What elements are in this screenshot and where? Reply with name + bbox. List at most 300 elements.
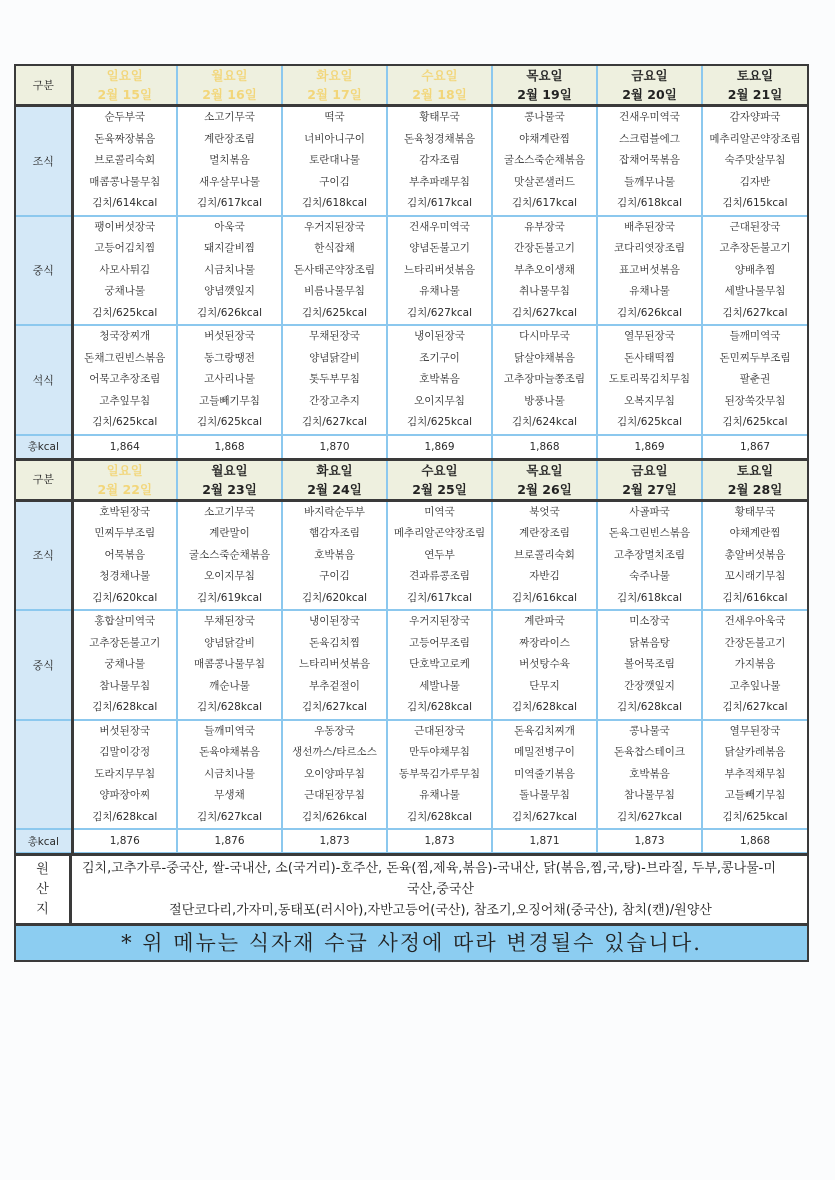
dish-item: 건새우미역국 bbox=[619, 111, 680, 123]
dish-item: 고추잎무침 bbox=[99, 394, 151, 407]
dish-item: 우동장국 bbox=[314, 724, 355, 737]
dish-item: 돈육그린빈스볶음 bbox=[608, 527, 691, 539]
dish-item: 무채된장국 bbox=[204, 615, 255, 627]
dish-item: 아욱국 bbox=[214, 220, 245, 233]
kimchi-kcal: 김치/628kcal bbox=[616, 701, 683, 713]
kimchi-kcal: 김치/627kcal bbox=[301, 416, 368, 428]
dish-item: 연두부 bbox=[424, 548, 455, 561]
dish-item: 오이지무침 bbox=[204, 570, 255, 582]
dish-item: 유채나물 bbox=[419, 789, 460, 801]
dish-item: 냉이된장국 bbox=[414, 330, 465, 342]
weekday-name: 금요일 bbox=[631, 462, 668, 478]
total-kcal-value: 1,868 bbox=[702, 829, 807, 853]
dinner-row bbox=[16, 720, 807, 830]
menu-cell bbox=[597, 610, 702, 720]
total-kcal-value: 1,868 bbox=[177, 435, 282, 460]
dish-item: 조기구이 bbox=[419, 351, 460, 364]
dish-item: 느타리버섯볶음 bbox=[298, 658, 370, 670]
breakfast-row bbox=[16, 106, 807, 216]
dish-item: 계란장조림 bbox=[204, 132, 255, 145]
day-date: 2월 17일 bbox=[307, 87, 362, 102]
dish-item: 양념돈불고기 bbox=[409, 242, 470, 254]
weekday-name: 월요일 bbox=[211, 462, 248, 478]
dish-item: 만두야채무침 bbox=[409, 746, 470, 758]
dish-item: 호박볶음 bbox=[629, 767, 670, 780]
total-kcal-value: 1,876 bbox=[72, 829, 177, 853]
kimchi-kcal: 김치/627kcal bbox=[616, 810, 683, 823]
dish-item: 오이지무침 bbox=[414, 394, 465, 407]
origin-label-char: 원 bbox=[36, 861, 49, 877]
kimchi-kcal: 김치/620kcal bbox=[92, 591, 158, 604]
origin-details bbox=[72, 856, 807, 923]
menu-cell bbox=[177, 325, 282, 435]
dish-item: 돈육야채볶음 bbox=[199, 746, 260, 758]
dish-item: 굴소스죽순채볶음 bbox=[503, 154, 586, 166]
dish-item: 고추장돈불고기 bbox=[89, 636, 161, 649]
origin-label bbox=[16, 856, 72, 923]
total-kcal-value: 1,873 bbox=[597, 829, 702, 853]
origin-label-char: 지 bbox=[36, 901, 49, 917]
dish-item: 닭볶음탕 bbox=[629, 636, 670, 649]
menu-cell bbox=[597, 500, 702, 610]
menu-cell bbox=[387, 500, 492, 610]
day-date: 2월 19일 bbox=[517, 87, 572, 102]
dish-item: 들깨미역국 bbox=[204, 724, 255, 737]
weekday-name: 화요일 bbox=[316, 462, 353, 478]
dish-item: 굴소스죽순채볶음 bbox=[188, 548, 271, 561]
kimchi-kcal: 김치/627kcal bbox=[406, 306, 473, 319]
kimchi-kcal: 김치/625kcal bbox=[196, 416, 263, 428]
dish-item: 고추장마늘쫑조림 bbox=[503, 373, 586, 385]
dish-item: 간장고추지 bbox=[309, 394, 360, 407]
total-kcal-value: 1,869 bbox=[387, 435, 492, 460]
day-header bbox=[597, 459, 702, 500]
dish-item: 어묵고추장조림 bbox=[89, 373, 161, 385]
kimchi-kcal: 김치/628kcal bbox=[92, 701, 158, 713]
weekday-name: 수요일 bbox=[421, 462, 458, 478]
dish-item: 메추리알곤약장조림 bbox=[393, 527, 486, 539]
day-date: 2월 25일 bbox=[412, 481, 467, 497]
dish-item: 느타리버섯볶음 bbox=[403, 263, 475, 276]
day-date: 2월 23일 bbox=[202, 481, 257, 497]
day-header bbox=[72, 66, 177, 106]
kimchi-kcal: 김치/625kcal bbox=[722, 416, 788, 428]
day-date: 2월 21일 bbox=[727, 87, 783, 102]
menu-table bbox=[16, 66, 807, 853]
day-date: 2월 24일 bbox=[307, 481, 362, 497]
day-date: 2월 15일 bbox=[97, 87, 153, 102]
menu-cell bbox=[72, 106, 177, 216]
dish-item: 양파장아찌 bbox=[99, 789, 151, 801]
kimchi-kcal: 김치/620kcal bbox=[301, 591, 368, 604]
menu-cell bbox=[492, 106, 597, 216]
weekday-name: 일요일 bbox=[106, 462, 143, 478]
dish-item: 콩나물국 bbox=[524, 111, 565, 123]
kimchi-kcal: 김치/627kcal bbox=[722, 701, 788, 713]
dish-item: 자반김 bbox=[529, 570, 560, 582]
dish-item: 돼지갈비찜 bbox=[204, 242, 255, 254]
menu-cell bbox=[177, 216, 282, 326]
dish-item: 메추리알곤약장조림 bbox=[709, 132, 801, 145]
dish-item: 돈육청경채볶음 bbox=[403, 132, 475, 145]
dish-item: 양념닭갈비 bbox=[204, 636, 255, 649]
dish-item: 한식잡채 bbox=[314, 242, 355, 254]
dish-item: 매콤콩나물무침 bbox=[89, 175, 161, 188]
weekday-name: 목요일 bbox=[526, 68, 563, 83]
dish-item: 냉이된장국 bbox=[309, 615, 360, 627]
kimchi-kcal: 김치/627kcal bbox=[196, 810, 263, 823]
day-header bbox=[177, 459, 282, 500]
weekday-name: 목요일 bbox=[526, 462, 563, 478]
breakfast-label: 조식 bbox=[16, 500, 72, 610]
day-header bbox=[492, 459, 597, 500]
dish-item: 버섯된장국 bbox=[204, 330, 255, 342]
menu-cell bbox=[492, 325, 597, 435]
dish-item: 민찌두부조림 bbox=[94, 527, 156, 539]
dish-item: 멸치볶음 bbox=[209, 154, 250, 166]
kimchi-kcal: 김치/617kcal bbox=[406, 197, 473, 209]
kimchi-kcal: 김치/617kcal bbox=[406, 591, 473, 604]
menu-cell bbox=[72, 500, 177, 610]
total-kcal-value: 1,869 bbox=[597, 435, 702, 460]
dish-item: 김말이강정 bbox=[99, 746, 151, 758]
dish-item: 유채나물 bbox=[629, 285, 670, 297]
dish-item: 청경채나물 bbox=[99, 570, 151, 582]
weekday-name: 월요일 bbox=[211, 68, 248, 83]
dish-item: 미역국 bbox=[424, 505, 455, 518]
dish-item: 유부장국 bbox=[524, 220, 565, 233]
kimchi-kcal: 김치/628kcal bbox=[406, 701, 473, 713]
menu-cell bbox=[702, 325, 807, 435]
kimchi-kcal: 김치/615kcal bbox=[722, 197, 788, 209]
dish-item: 시금치나물 bbox=[204, 767, 255, 780]
weekday-name: 화요일 bbox=[316, 68, 353, 83]
total-kcal-value: 1,873 bbox=[387, 829, 492, 853]
kimchi-kcal: 김치/625kcal bbox=[301, 306, 368, 319]
dish-item: 버섯된장국 bbox=[99, 724, 151, 737]
kimchi-kcal: 김치/614kcal bbox=[92, 197, 158, 209]
dish-item: 맛살콘샐러드 bbox=[514, 175, 575, 188]
dish-item: 돈육짜장볶음 bbox=[94, 132, 156, 145]
dish-item: 돈사태곤약장조림 bbox=[293, 263, 376, 276]
dish-item: 방풍나물 bbox=[524, 394, 565, 407]
dish-item: 야채계란찜 bbox=[519, 132, 570, 145]
dish-item: 우거지된장국 bbox=[409, 615, 470, 627]
menu-cell bbox=[72, 325, 177, 435]
dish-item: 돈육김치찌개 bbox=[514, 724, 575, 737]
dish-item: 계란장조림 bbox=[519, 527, 570, 539]
lunch-row bbox=[16, 216, 807, 326]
menu-cell bbox=[282, 720, 387, 830]
dish-item: 고추장돈불고기 bbox=[719, 242, 791, 254]
dish-item: 계란파국 bbox=[524, 615, 565, 627]
day-header bbox=[702, 459, 807, 500]
dish-item: 고들빼기무침 bbox=[724, 789, 786, 801]
dish-item: 브로콜리숙회 bbox=[94, 154, 156, 166]
menu-cell bbox=[492, 216, 597, 326]
dish-item: 근대된장국 bbox=[729, 220, 781, 233]
dish-item: 깨순나물 bbox=[209, 679, 250, 692]
dish-item: 고추장멸치조림 bbox=[613, 548, 685, 561]
menu-cell bbox=[72, 610, 177, 720]
kimchi-kcal: 김치/617kcal bbox=[196, 197, 263, 209]
menu-cell bbox=[492, 500, 597, 610]
dish-item: 부추겉절이 bbox=[309, 679, 360, 692]
total-kcal-value: 1,868 bbox=[492, 435, 597, 460]
lunch-row bbox=[16, 610, 807, 720]
dish-item: 건새우미역국 bbox=[409, 220, 470, 233]
breakfast-row bbox=[16, 500, 807, 610]
kimchi-kcal: 김치/616kcal bbox=[511, 591, 578, 604]
dish-item: 다시마무국 bbox=[519, 330, 570, 342]
kimchi-kcal: 김치/628kcal bbox=[196, 701, 263, 713]
kimchi-kcal: 김치/624kcal bbox=[511, 416, 578, 428]
dish-item: 취나물무침 bbox=[519, 285, 570, 297]
dish-item: 숙주나물 bbox=[629, 570, 670, 582]
dish-item: 떡국 bbox=[324, 111, 345, 123]
dish-item: 건새우아욱국 bbox=[724, 615, 786, 627]
kimchi-kcal: 김치/625kcal bbox=[92, 306, 158, 319]
dish-item: 돈육김치찜 bbox=[309, 636, 360, 649]
kimchi-kcal: 김치/618kcal bbox=[616, 197, 683, 209]
total-kcal-value: 1,876 bbox=[177, 829, 282, 853]
day-date: 2월 18일 bbox=[412, 87, 467, 102]
dish-item: 간장돈불고기 bbox=[514, 242, 575, 254]
day-header bbox=[387, 459, 492, 500]
menu-cell bbox=[702, 500, 807, 610]
dish-item: 메밀전병구이 bbox=[514, 746, 575, 758]
kimchi-kcal: 김치/627kcal bbox=[301, 701, 368, 713]
dish-item: 팔춘권 bbox=[739, 373, 771, 385]
dish-item: 호박된장국 bbox=[99, 505, 151, 518]
kimchi-kcal: 김치/627kcal bbox=[511, 810, 578, 823]
menu-cell bbox=[702, 106, 807, 216]
week-header-row bbox=[16, 66, 807, 106]
dish-item: 새우살무나물 bbox=[199, 175, 260, 188]
total-kcal-row bbox=[16, 829, 807, 853]
dish-item: 김자반 bbox=[739, 175, 771, 188]
dish-item: 견과류콩조림 bbox=[409, 570, 470, 582]
menu-cell bbox=[282, 325, 387, 435]
dish-item: 가지볶음 bbox=[734, 658, 776, 670]
dish-item: 비름나물무침 bbox=[304, 285, 365, 297]
weekday-name: 일요일 bbox=[106, 68, 143, 83]
kimchi-kcal: 김치/625kcal bbox=[616, 416, 683, 428]
day-header bbox=[492, 66, 597, 106]
kimchi-kcal: 김치/628kcal bbox=[511, 701, 578, 713]
weekday-name: 토요일 bbox=[736, 462, 774, 478]
dish-item: 사모사튀김 bbox=[99, 263, 151, 276]
dish-item: 바지락순두부 bbox=[304, 505, 365, 518]
dish-item: 궁채나물 bbox=[104, 658, 146, 670]
dish-item: 간장깻잎지 bbox=[624, 679, 675, 692]
menu-cell bbox=[702, 610, 807, 720]
dish-item: 부추파래무침 bbox=[409, 175, 470, 188]
dish-item: 무채된장국 bbox=[309, 330, 360, 342]
dish-item: 매콤콩나물무침 bbox=[193, 658, 265, 670]
dish-item: 부추적채무침 bbox=[724, 767, 786, 780]
kimchi-kcal: 김치/626kcal bbox=[301, 810, 368, 823]
dish-item: 양념닭갈비 bbox=[309, 351, 360, 364]
dish-item: 햄감자조림 bbox=[309, 527, 360, 539]
total-kcal-value: 1,864 bbox=[72, 435, 177, 460]
kimchi-kcal: 김치/626kcal bbox=[196, 306, 263, 319]
dish-item: 팽이버섯장국 bbox=[94, 220, 156, 233]
origin-line: 김치,고추가루-중국산, 쌀-국내산, 소(국거리)-호주산, 돈육(찜,제육,볶음)-국내산, 닭(볶음,찜,국,탕)-브라질, 두부,콩나물-미 bbox=[82, 861, 776, 876]
origin-line: 국산,중국산 bbox=[407, 882, 474, 897]
dish-item: 들깨미역국 bbox=[729, 330, 781, 342]
kimchi-kcal: 김치/617kcal bbox=[511, 197, 578, 209]
day-header bbox=[72, 459, 177, 500]
lunch-label: 중식 bbox=[16, 610, 72, 720]
dish-item: 감자양파국 bbox=[729, 111, 781, 123]
dish-item: 고등어무조림 bbox=[409, 636, 470, 649]
total-kcal-value: 1,871 bbox=[492, 829, 597, 853]
dish-item: 돈채그린빈스볶음 bbox=[84, 351, 166, 364]
dish-item: 미소장국 bbox=[629, 615, 670, 627]
dish-item: 근대된장무침 bbox=[304, 789, 365, 801]
menu-cell bbox=[702, 216, 807, 326]
dinner-row bbox=[16, 325, 807, 435]
dish-item: 잡채어묵볶음 bbox=[619, 154, 680, 166]
dish-item: 세발나물 bbox=[419, 679, 460, 692]
total-kcal-value: 1,870 bbox=[282, 435, 387, 460]
menu-cell bbox=[702, 720, 807, 830]
dish-item: 부추오이생채 bbox=[514, 263, 575, 276]
kimchi-kcal: 김치/618kcal bbox=[616, 591, 683, 604]
menu-cell bbox=[282, 610, 387, 720]
dish-item: 근대된장국 bbox=[414, 724, 465, 737]
dish-item: 도라지무무침 bbox=[94, 767, 156, 780]
dish-item: 우거지된장국 bbox=[304, 220, 365, 233]
day-date: 2월 28일 bbox=[727, 481, 783, 497]
dish-item: 동부묵김가루무침 bbox=[398, 767, 481, 780]
dish-item: 시금치나물 bbox=[204, 263, 255, 276]
change-notice-banner: * 위 메뉴는 식자재 수급 사정에 따라 변경될수 있습니다. bbox=[16, 923, 807, 960]
dinner-label bbox=[16, 720, 72, 830]
dish-item: 열무된장국 bbox=[624, 330, 675, 342]
total-kcal-row bbox=[16, 435, 807, 460]
dish-item: 들깨무나물 bbox=[624, 175, 675, 188]
dish-item: 참나물무침 bbox=[99, 679, 151, 692]
dish-item: 소고기무국 bbox=[204, 505, 255, 518]
dish-item: 생선까스/타르소스 bbox=[292, 746, 377, 758]
dish-item: 총알버섯볶음 bbox=[724, 548, 786, 561]
dish-item: 양념깻잎지 bbox=[204, 285, 255, 297]
menu-cell bbox=[177, 610, 282, 720]
dish-item: 꼬시래기무침 bbox=[724, 570, 786, 582]
day-date: 2월 22일 bbox=[97, 481, 153, 497]
weekday-name: 수요일 bbox=[421, 68, 458, 83]
dish-item: 스크럼블에그 bbox=[619, 132, 680, 145]
menu-cell bbox=[492, 610, 597, 720]
dish-item: 버섯탕수육 bbox=[519, 658, 570, 670]
menu-cell bbox=[177, 500, 282, 610]
header-label: 구분 bbox=[16, 66, 72, 106]
menu-cell bbox=[492, 720, 597, 830]
weekday-name: 금요일 bbox=[631, 68, 668, 83]
day-header bbox=[282, 459, 387, 500]
dish-item: 소고기무국 bbox=[204, 111, 255, 123]
week-header-row bbox=[16, 459, 807, 500]
dish-item: 토란대나물 bbox=[309, 154, 360, 166]
dish-item: 된장쑥갓무침 bbox=[724, 394, 786, 407]
dish-item: 호박볶음 bbox=[314, 548, 355, 561]
menu-cell bbox=[177, 106, 282, 216]
kimchi-kcal: 김치/627kcal bbox=[722, 306, 788, 319]
weekday-name: 토요일 bbox=[736, 68, 774, 83]
dish-item: 야채계란찜 bbox=[729, 527, 781, 539]
dish-item: 고등어김치찜 bbox=[94, 242, 156, 254]
menu-cell bbox=[387, 720, 492, 830]
dish-item: 단호박고로케 bbox=[409, 658, 470, 670]
dish-item: 닭살야채볶음 bbox=[514, 351, 575, 364]
dish-item: 어묵볶음 bbox=[104, 548, 146, 561]
kimchi-kcal: 김치/619kcal bbox=[196, 591, 263, 604]
dish-item: 구이김 bbox=[319, 175, 350, 188]
dish-item: 단무지 bbox=[529, 679, 560, 692]
dish-item: 양배추찜 bbox=[734, 263, 776, 276]
day-header bbox=[702, 66, 807, 106]
dinner-label: 석식 bbox=[16, 325, 72, 435]
menu-cell bbox=[597, 106, 702, 216]
dish-item: 콩나물국 bbox=[629, 724, 670, 737]
menu-cell bbox=[387, 325, 492, 435]
menu-cell bbox=[387, 106, 492, 216]
menu-cell bbox=[387, 610, 492, 720]
kimchi-kcal: 김치/616kcal bbox=[722, 591, 788, 604]
day-date: 2월 27일 bbox=[622, 481, 677, 497]
dish-item: 구이김 bbox=[319, 570, 350, 582]
kimchi-kcal: 김치/628kcal bbox=[406, 810, 473, 823]
dish-item: 청국장찌개 bbox=[99, 330, 151, 342]
day-header bbox=[282, 66, 387, 106]
menu-cell bbox=[282, 106, 387, 216]
dish-item: 볼어묵조림 bbox=[624, 658, 675, 670]
dish-item: 닭살카레볶음 bbox=[724, 746, 786, 758]
dish-item: 궁채나물 bbox=[104, 285, 146, 297]
dish-item: 숙주맛살무침 bbox=[724, 154, 786, 166]
dish-item: 세발나물무침 bbox=[724, 285, 786, 297]
dish-item: 홍합살미역국 bbox=[94, 615, 156, 627]
day-date: 2월 20일 bbox=[622, 87, 677, 102]
dish-item: 감자조림 bbox=[419, 154, 460, 166]
menu-cell bbox=[282, 216, 387, 326]
total-kcal-label: 총kcal bbox=[16, 829, 72, 853]
kimchi-kcal: 김치/625kcal bbox=[406, 416, 473, 428]
origin-label-char: 산 bbox=[36, 881, 49, 897]
dish-item: 도토리묵김치무침 bbox=[608, 373, 691, 385]
kimchi-kcal: 김치/628kcal bbox=[92, 810, 158, 823]
menu-cell bbox=[282, 500, 387, 610]
dish-item: 열무된장국 bbox=[729, 724, 781, 737]
dish-item: 고추잎나물 bbox=[729, 679, 781, 692]
kimchi-kcal: 김치/626kcal bbox=[616, 306, 683, 319]
breakfast-label: 조식 bbox=[16, 106, 72, 216]
day-date: 2월 26일 bbox=[517, 481, 572, 497]
dish-item: 돈사태떡찜 bbox=[624, 351, 675, 364]
dish-item: 간장돈불고기 bbox=[724, 636, 786, 649]
dish-item: 브로콜리숙회 bbox=[514, 548, 575, 561]
kimchi-kcal: 김치/618kcal bbox=[301, 197, 368, 209]
dish-item: 돈육찹스테이크 bbox=[613, 746, 685, 758]
dish-item: 사골파국 bbox=[629, 505, 670, 518]
menu-cell bbox=[597, 325, 702, 435]
dish-item: 고들빼기무침 bbox=[199, 394, 260, 407]
dish-item: 유채나물 bbox=[419, 285, 460, 297]
dish-item: 코다리엿장조림 bbox=[613, 242, 685, 254]
dish-item: 표고버섯볶음 bbox=[619, 263, 680, 276]
